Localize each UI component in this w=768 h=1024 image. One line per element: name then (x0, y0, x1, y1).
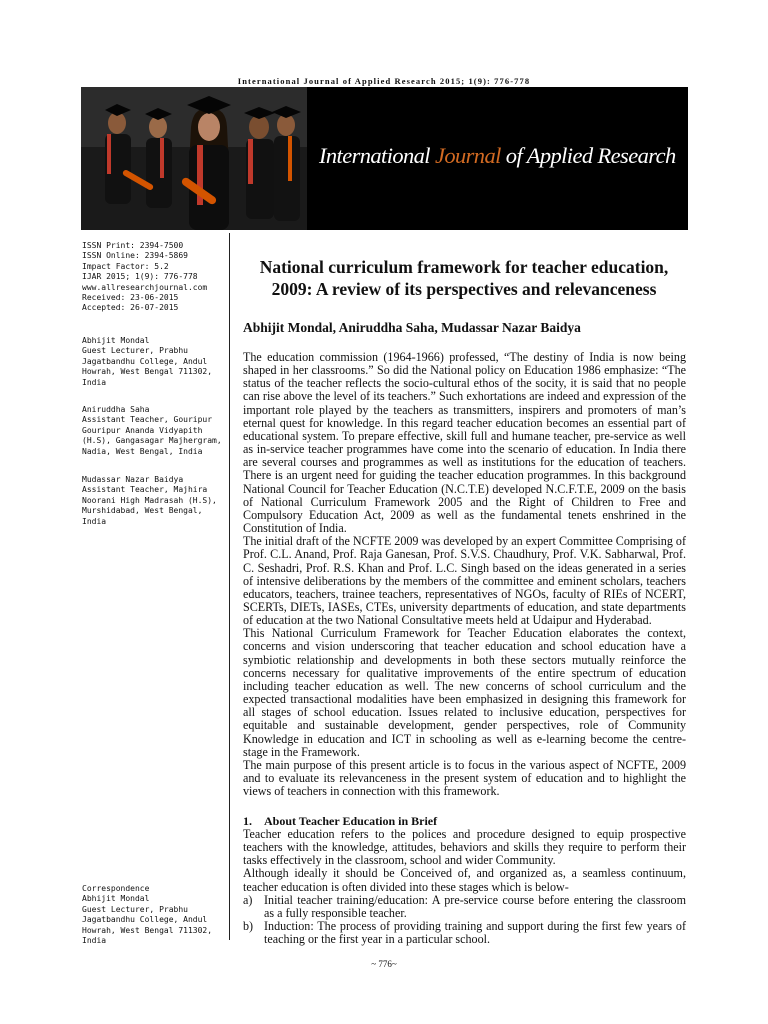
correspondence-block (82, 884, 224, 946)
article-title-line: National curriculum framework for teacher education, (259, 257, 669, 277)
correspondence-line: Jagatbandhu College, Andul (82, 915, 208, 925)
affiliation-line: Murshidabad, West Bengal, (82, 506, 203, 516)
banner-title-accent: Journal (434, 143, 501, 168)
section-number: 1. (243, 814, 252, 828)
affiliation-line: India (82, 377, 107, 387)
correspondence-line: Abhijit Mondal (82, 894, 150, 904)
list-marker: b) (243, 919, 254, 934)
page-number: ~ 776~ (371, 959, 397, 969)
banner-title-pre: International (319, 143, 435, 168)
body-paragraph: This National Curriculum Framework for Teacher Education elaborates the context, concerns and vision underscoring that teacher education and school education have a symbiotic relationship and developments in both these sectors mutually reinforce the concerns necessary for qualitative improvements of the entire spectrum of education including teacher education as well. The new concerns of school curriculum and the expected transactional modalities have been emphasized in designing this framework for all stages of school education. Issues related to inclusive education, perspectives for equitable and sustainable development, gender perspectives, role of Community Knowledge in education and ICT in schooling as well as e-learning become the centre-stage in the Framework. (243, 626, 686, 759)
affiliation-line: Mudassar Nazar Baidya (82, 475, 184, 484)
journal-citation-header: International Journal of Applied Research 2015; 1(9): 776-778 (237, 76, 531, 86)
banner-title (319, 143, 676, 169)
body-paragraph: The main purpose of this present article is to focus in the various aspect of NCFTE, 2009 and to evaluate its relevanceness in the present system of education and to highlight the views of teachers in connection with this framework. (243, 757, 686, 799)
author-affiliation (82, 336, 224, 388)
correspondence-line: Guest Lecturer, Prabhu (82, 904, 188, 914)
correspondence-line: India (82, 936, 107, 946)
journal-banner (81, 87, 688, 230)
affiliation-line: Howrah, West Bengal 711302, (82, 367, 213, 377)
correspondence-line: Howrah, West Bengal 711302, (82, 925, 213, 935)
body-paragraph: The education commission (1964-1966) professed, “The destiny of India is now being shaped in her classrooms.” So did the National policy on Education 1986 emphasize: “The status of the teacher reflects the socio-cultural ethos of the socity, it is said that no people can rise above the level of its teachers.” Such exhortations are indeed and expression of the important role played by the teachers as transmitters, inspirers and promoters of man’s eternal quest for knowledge. In this regard teacher education becomes an essential part of educational system. To prepare effective, skill full and humane teacher, pre-service as well as in-service teacher programmes have come into the scenario of education. In India there are several courses and programmes as well as institutions for the education of teachers. There is an urgent need for guiding the teacher education programmes. In this background National Council for Teacher Education (N.C.T.E) developed N.C.F.T.E, 2009 on the basis of National Curriculum Framework 2005 and the Right of Children to Free and Compulsory Education Act, 2009 as well as the fundamental tenets enshrined in the Constitution of India. (243, 350, 686, 536)
body-paragraph: Although ideally it should be Conceived of, and organized as, a seamless continuum, teacher education is often divided into these stages which is below- (243, 866, 686, 894)
article-body (243, 351, 686, 798)
received-date: Received: 23-06-2015 (82, 293, 179, 303)
citation: IJAR 2015; 1(9): 776-778 (82, 272, 198, 282)
list-text: Induction: The process of providing training and support during the first few years of teaching or the first year in a particular school. (264, 919, 686, 947)
affiliation-line: India (82, 516, 107, 526)
correspondence-label: Correspondence (82, 884, 150, 893)
list-item (243, 920, 686, 946)
author-affiliation (82, 405, 224, 457)
affiliation-line: Nadia, West Bengal, India (82, 446, 203, 456)
affiliation-line: Assistant Teacher, Gouripur (82, 415, 213, 425)
affiliation-line: Abhijit Mondal (82, 336, 150, 345)
journal-website: www.allresearchjournal.com (82, 282, 208, 292)
affiliation-line: Guest Lecturer, Prabhu (82, 346, 188, 356)
graduates-photo (81, 87, 307, 230)
affiliation-line: Jagatbandhu College, Andul (82, 356, 208, 366)
body-paragraph: Teacher education refers to the polices and procedure designed to equip prospective teachers with the knowledge, attitudes, behaviors and skills they require to perform their tasks effectively in the classroom, school and wider Community. (243, 827, 686, 868)
affiliation-line: (H.S), Gangasagar Majhergram, (82, 436, 222, 446)
body-paragraph: The initial draft of the NCFTE 2009 was developed by an expert Committee Comprising of Prof. C.L. Anand, Prof. Raja Ganesan, Prof. S.V.S. Chaudhury, Prof. V.K. Sabharwal, Prof. C. Seshadri, Prof. R.S. Khan and Prof. L.C. Singh based on the ideas generated in a series of intensive deliberations by the members of the committee and eminent scholars, teachers educators, teachers, trainee teachers, representatives of NGOs, faculty of RIEs of NCERT, SCERTs, DIETs, IASEs, CTEs, university departments of education, and state departments of education at the two National Consultative meets held at Udaipur and Hyderabad. (243, 534, 686, 628)
article-authors: Abhijit Mondal, Aniruddha Saha, Mudassar Nazar Baidya (243, 320, 581, 335)
list-item (243, 894, 686, 920)
section-title: About Teacher Education in Brief (264, 814, 438, 828)
affiliation-line: Aniruddha Saha (82, 405, 150, 414)
list-text: Initial teacher training/education: A pre-service course before entering the classroom as a fully responsible teacher. (264, 892, 686, 920)
banner-title-post: of Applied Research (500, 143, 676, 168)
issn-online: ISSN Online: 2394-5869 (82, 251, 188, 261)
column-divider (229, 233, 230, 940)
affiliation-line: Noorani High Madrasah (H.S), (82, 495, 217, 505)
author-affiliation (82, 475, 224, 527)
accepted-date: Accepted: 26-07-2015 (82, 303, 179, 313)
impact-factor: Impact Factor: 5.2 (82, 261, 169, 271)
affiliation-line: Assistant Teacher, Majhira (82, 485, 208, 495)
article-metadata (82, 241, 222, 314)
affiliation-line: Gouripur Ananda Vidyapith (82, 425, 203, 435)
section-body (243, 828, 686, 946)
article-title (240, 256, 688, 300)
list-marker: a) (243, 892, 253, 907)
issn-print: ISSN Print: 2394-7500 (82, 241, 184, 250)
article-title-line: 2009: A review of its perspectives and relevanceness (271, 279, 657, 299)
